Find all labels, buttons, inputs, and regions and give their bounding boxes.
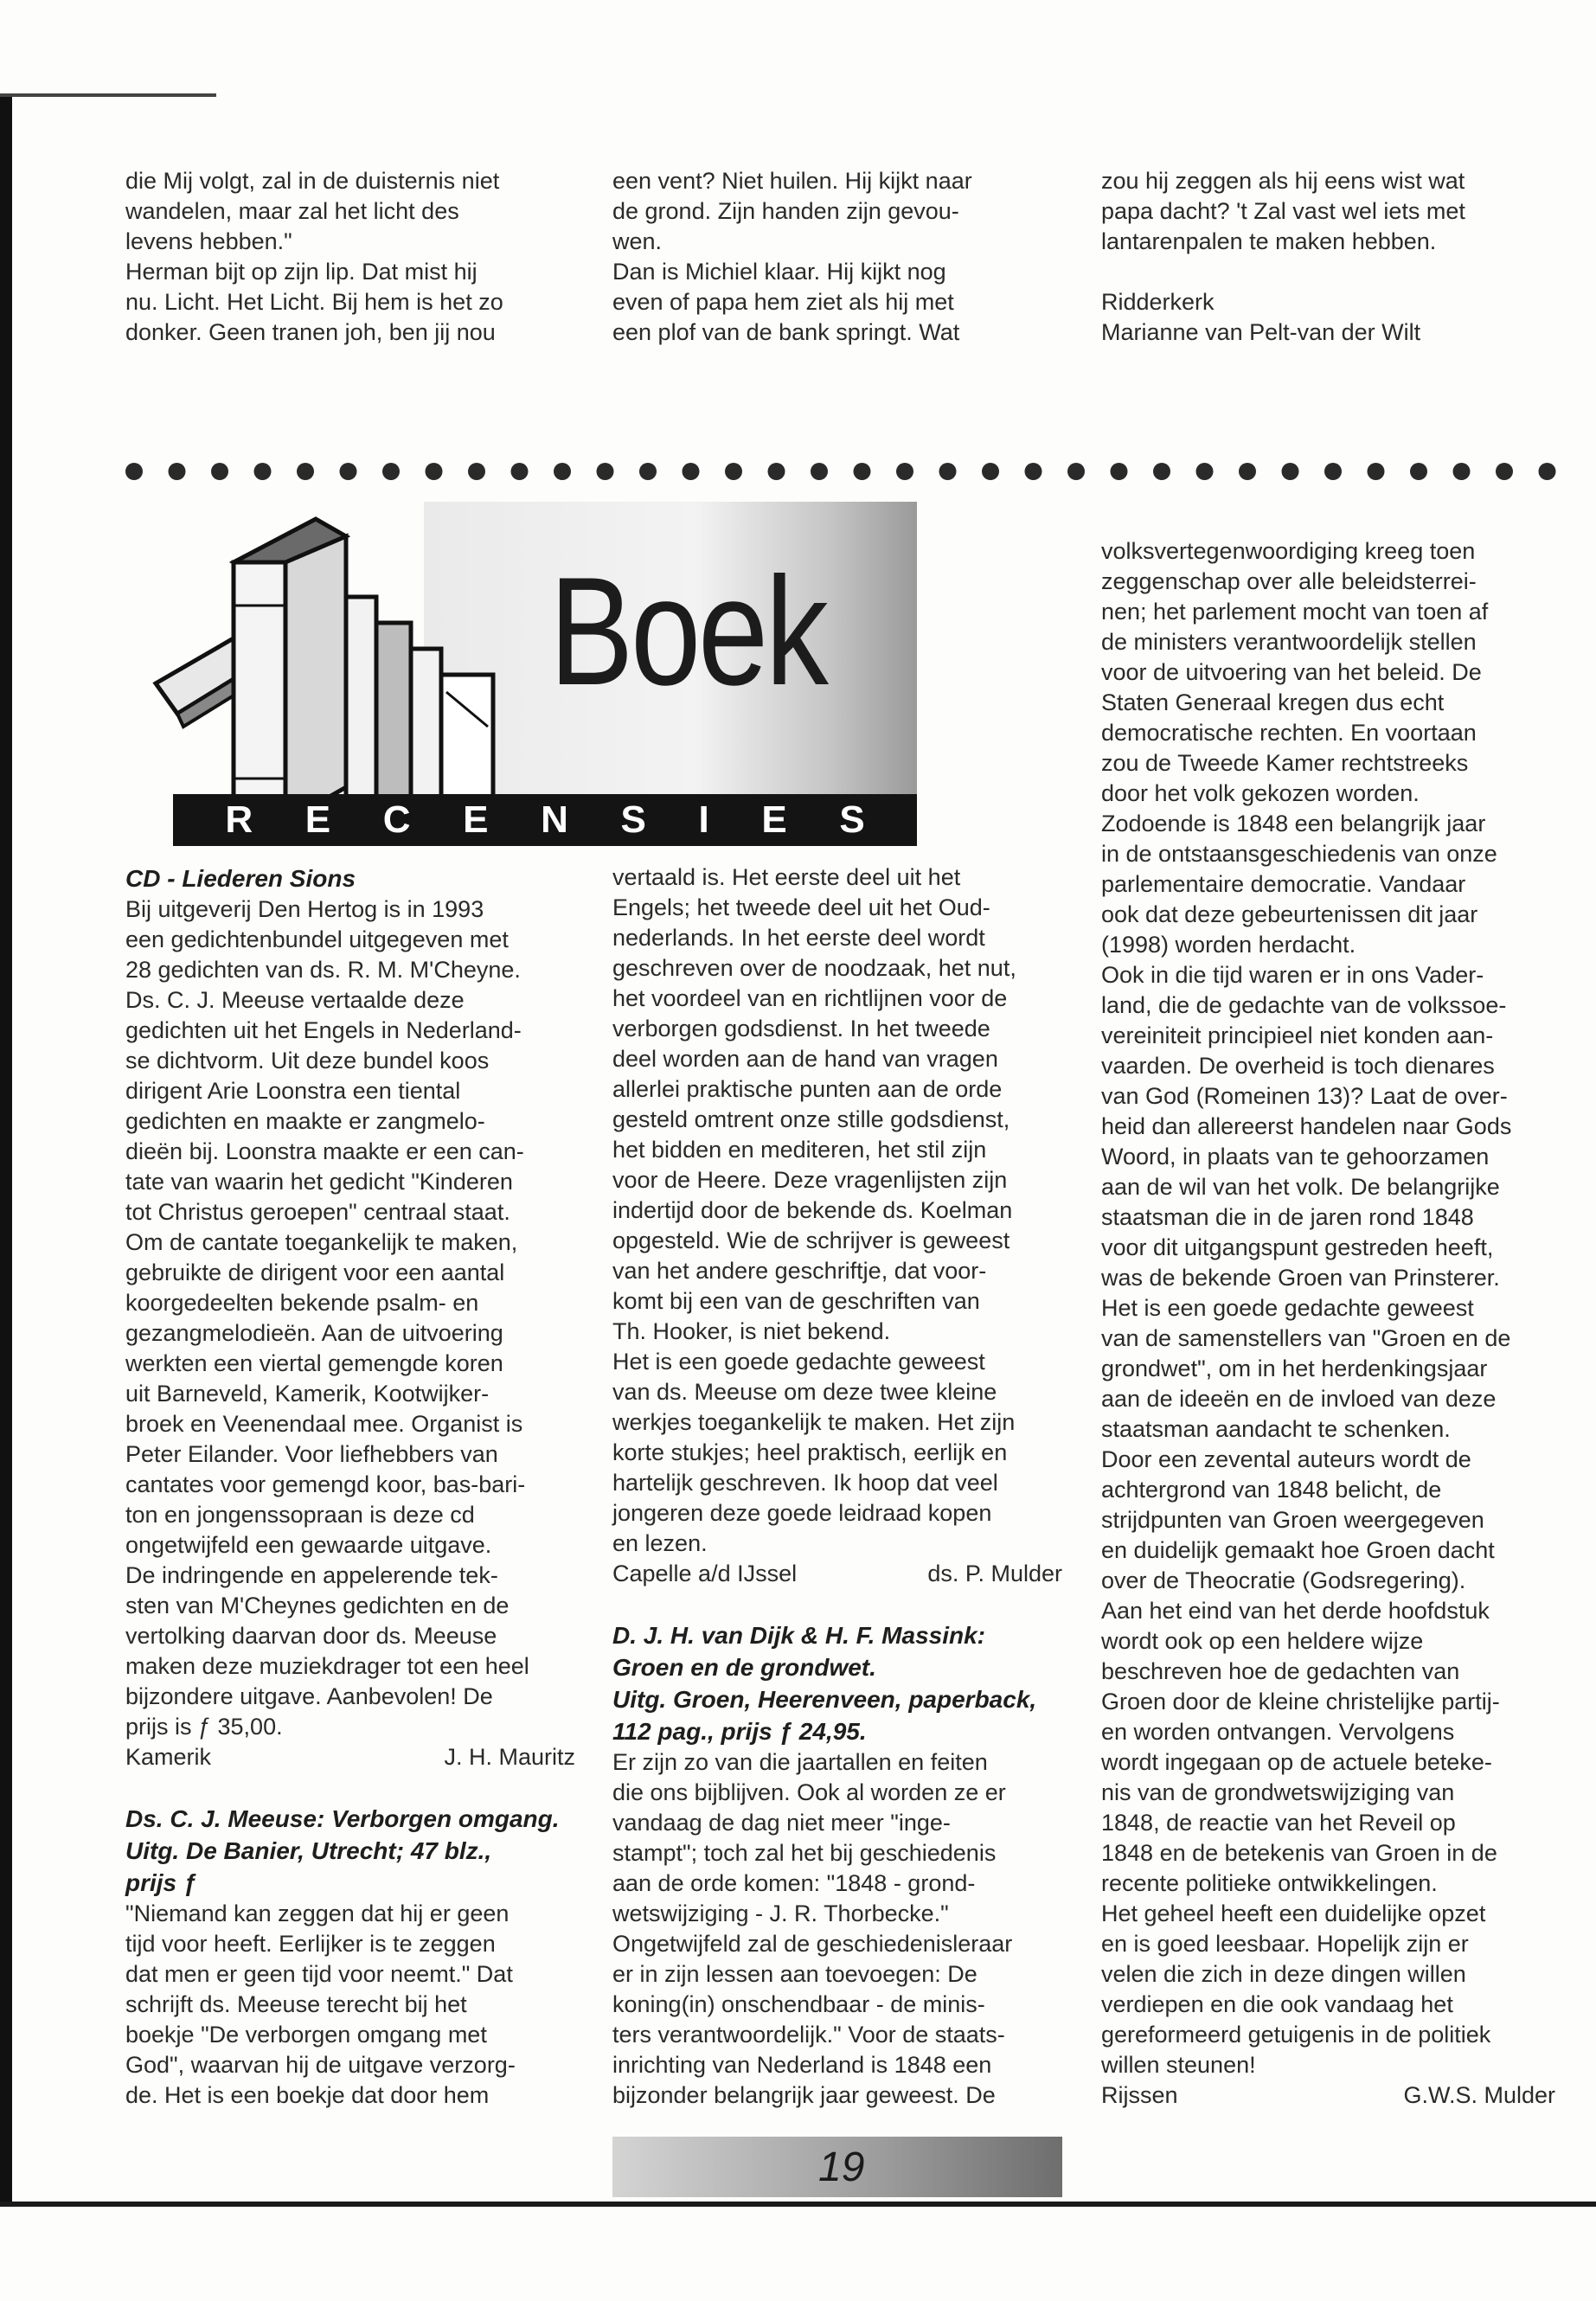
text-line: Om de cantate toegankelijk te maken, [125, 1229, 518, 1255]
separator-dot [1539, 463, 1556, 480]
text-line: aan de wil van het volk. De belangrijke [1101, 1174, 1500, 1200]
text-line: in de ontstaansgeschiedenis van onze [1101, 841, 1497, 867]
text-line: staatsman aandacht te schenken. [1101, 1416, 1451, 1442]
subtitle-letter: S [839, 798, 865, 841]
text-line: komt bij een van de geschriften van [612, 1288, 980, 1314]
review-signature [1101, 2080, 1555, 2111]
story-place: Ridderkerk [1101, 289, 1215, 315]
review-place: Rijssen [1101, 2082, 1178, 2108]
separator-dot [982, 463, 999, 480]
text-line: voor de Heere. Deze vragenlijsten zijn [612, 1167, 1008, 1193]
text-line: geschreven over de noodzaak, het nut, [612, 955, 1016, 981]
books-icon [138, 467, 571, 830]
subtitle-letter: I [698, 798, 709, 841]
text-line: de. Het is een boekje dat door hem [125, 2082, 490, 2108]
text-line: deel worden aan de hand van vragen [612, 1046, 998, 1072]
text-line: het bidden en mediteren, het stil zijn [612, 1137, 987, 1163]
review-author: ds. P. Mulder [927, 1561, 1062, 1586]
text-line: ton en jongenssopraan is deze cd [125, 1502, 475, 1528]
text-line: die Mij volgt, zal in de duisternis niet [125, 168, 500, 194]
text-line: opgesteld. Wie de schrijver is geweest [612, 1227, 1010, 1253]
top-column-3 [1101, 166, 1551, 348]
review-place: Kamerik [125, 1744, 212, 1770]
text-line: inrichting van Nederland is 1848 een [612, 2052, 992, 2078]
text-line: er in zijn lessen aan toevoegen: De [612, 1961, 977, 1987]
heading-line: Ds. C. J. Meeuse: Verborgen omgang. [125, 1805, 560, 1832]
text-line: was de bekende Groen van Prinsterer. [1101, 1265, 1500, 1291]
text-line: en is goed leesbaar. Hopelijk zijn er [1101, 1931, 1469, 1957]
text-line: wandelen, maar zal het licht des [125, 198, 459, 224]
text-line: parlementaire democratie. Vandaar [1101, 871, 1466, 897]
text-line: recente politieke ontwikkelingen. [1101, 1870, 1438, 1896]
text-line: van God (Romeinen 13)? Laat de over- [1101, 1083, 1508, 1109]
text-line: en worden ontvangen. Vervolgens [1101, 1719, 1455, 1745]
text-line: schrijft ds. Meeuse terecht bij het [125, 1991, 467, 2017]
text-line: maken deze muziekdrager tot een heel [125, 1653, 529, 1679]
page-number-bar [612, 2137, 1062, 2197]
text-line: ook dat deze gebeurtenissen dit jaar [1101, 901, 1478, 927]
text-line: lantarenpalen te maken hebben. [1101, 228, 1437, 254]
text-line: Staten Generaal kregen dus echt [1101, 689, 1445, 715]
text-line: heid dan allereerst handelen naar Gods [1101, 1113, 1512, 1139]
text-line: verdiepen en die ook vandaag het [1101, 1991, 1453, 2017]
text-line: het voordeel van en richtlijnen voor de [612, 985, 1008, 1011]
separator-dot [1324, 463, 1342, 480]
subtitle-letter: E [761, 798, 787, 841]
separator-dot [1368, 463, 1385, 480]
text-line: Dan is Michiel klaar. Hij kijkt nog [612, 259, 946, 285]
text-line: gesteld omtrent onze stille godsdienst, [612, 1106, 1010, 1132]
banner-subtitle-bar [173, 794, 917, 846]
heading-line: Groen en de grondwet. [612, 1654, 876, 1681]
text-line: over de Theocratie (Godsregering). [1101, 1567, 1466, 1593]
text-line: strijdpunten van Groen weergegeven [1101, 1507, 1484, 1533]
review-body [1101, 536, 1555, 2080]
text-line: Herman bijt op zijn lip. Dat mist hij [125, 259, 478, 285]
text-line: werkten een viertal gemengde koren [125, 1350, 503, 1376]
text-line: nu. Licht. Het Licht. Bij hem is het zo [125, 289, 503, 315]
story-author: Marianne van Pelt-van der Wilt [1101, 319, 1421, 345]
text-line: die ons bijblijven. Ook al worden ze er [612, 1779, 1006, 1805]
subtitle-letter: C [382, 798, 411, 841]
review-heading [125, 1803, 575, 1899]
text-line: gebruikte de dirigent voor een aantal [125, 1259, 505, 1285]
text-line: zou de Tweede Kamer rechtstreeks [1101, 750, 1469, 776]
text-line: stampt"; toch zal het bij geschiedenis [612, 1840, 997, 1866]
scan-top-edge [0, 93, 216, 97]
text-line: Woord, in plaats van te gehoorzamen [1101, 1144, 1490, 1170]
subtitle-letter: N [541, 798, 568, 841]
text-line: gedichten en maakte er zangmelo- [125, 1108, 485, 1134]
text-line: bijzonder belangrijk jaar geweest. De [612, 2082, 996, 2108]
text-line: cantates voor gemengd koor, bas-bari- [125, 1471, 526, 1497]
text-line: van het andere geschriftje, dat voor- [612, 1258, 987, 1284]
text-line: vandaag de dag niet meer "inge- [612, 1810, 951, 1836]
text-line: bijzondere uitgave. Aanbevolen! De [125, 1683, 493, 1709]
text-line: Er zijn zo van die jaartallen en feiten [612, 1749, 988, 1775]
separator-dot [1410, 463, 1427, 480]
text-line: Th. Hooker, is niet bekend. [612, 1318, 891, 1344]
text-line: achtergrond van 1848 belicht, de [1101, 1477, 1442, 1503]
text-line: uit Barneveld, Kamerik, Kootwijker- [125, 1381, 490, 1407]
text-line: ters verantwoordelijk." Voor de staats- [612, 2022, 1005, 2048]
subtitle-letter: E [304, 798, 331, 841]
text-line: ongetwijfeld een gewaarde uitgave. [125, 1532, 492, 1558]
text-line: democratische rechten. En voortaan [1101, 720, 1477, 746]
text-line: wordt ook op een heldere wijze [1101, 1628, 1424, 1654]
text-line: willen steunen! [1101, 2052, 1256, 2078]
text-line: dirigent Arie Loonstra een tiental [125, 1078, 461, 1104]
text-line: God", waarvan hij de uitgave verzorg- [125, 2052, 516, 2078]
text-line: Groen door de kleine christelijke partij- [1101, 1689, 1500, 1715]
text-line: de ministers verantwoordelijk stellen [1101, 629, 1477, 655]
separator-dot [1153, 463, 1170, 480]
text-line: een plof van de bank springt. Wat [612, 319, 960, 345]
separator-dot [1025, 463, 1042, 480]
text-line: nis van de grondwetswijziging van [1101, 1779, 1455, 1805]
top-column-1 [125, 166, 584, 348]
review-heading: CD - Liederen Sions [125, 865, 356, 892]
text-line: en lezen. [612, 1530, 708, 1556]
text-line: velen die zich in deze dingen willen [1101, 1961, 1466, 1987]
review-author: G.W.S. Mulder [1403, 2082, 1555, 2108]
text-line: donker. Geen tranen joh, ben jij nou [125, 319, 496, 345]
column-2 [612, 862, 1062, 2111]
text-line: Het is een goede gedachte geweest [1101, 1295, 1474, 1321]
separator-dot [1239, 463, 1256, 480]
text-line: gedichten uit het Engels in Nederland- [125, 1017, 522, 1043]
text-line: staatsman die in de jaren rond 1848 [1101, 1204, 1474, 1230]
scan-bottom-edge [0, 2202, 1596, 2207]
heading-line: 112 pag., prijs ƒ 24,95. [612, 1718, 867, 1745]
text-line: Ongetwijfeld zal de geschiedenisleraar [612, 1931, 1013, 1957]
text-line: indertijd door de bekende ds. Koelman [612, 1197, 1013, 1223]
text-line: korte stukjes; heel praktisch, eerlijk en [612, 1439, 1008, 1465]
text-line: prijs is ƒ 35,00. [125, 1714, 283, 1740]
separator-dot [1067, 463, 1085, 480]
text-line: wen. [612, 228, 663, 254]
text-line: levens hebben." [125, 228, 292, 254]
heading-line: Uitg. Groen, Heerenveen, paperback, [612, 1686, 1037, 1713]
review-signature [612, 1559, 1062, 1589]
text-line: dieën bij. Loonstra maakte er een can- [125, 1138, 524, 1164]
separator-dot [1111, 463, 1128, 480]
text-line: zeggenschap over alle beleidsterrei- [1101, 568, 1477, 594]
text-line: een vent? Niet huilen. Hij kijkt naar [612, 168, 972, 194]
text-line: aan de orde komen: "1848 - grond- [612, 1870, 976, 1896]
column-3 [1101, 536, 1555, 2111]
text-line: vaarden. De overheid is toch dienares [1101, 1053, 1495, 1079]
text-line: koorgedeelten bekende psalm- en [125, 1290, 479, 1316]
text-line: Bij uitgeverij Den Hertog is in 1993 [125, 896, 484, 922]
text-line: "Niemand kan zeggen dat hij er geen [125, 1900, 510, 1926]
text-line: werkjes toegankelijk te maken. Het zijn [612, 1409, 1016, 1435]
text-line: volksvertegenwoordiging kreeg toen [1101, 538, 1476, 564]
review-heading [612, 1619, 1062, 1747]
scan-left-edge [0, 95, 12, 2206]
separator-dot [939, 463, 957, 480]
review-signature [125, 1742, 575, 1772]
text-line: land, die de gedachte van de volkssoe- [1101, 992, 1507, 1018]
text-line: vertolking daarvan door ds. Meeuse [125, 1623, 497, 1649]
text-line: wordt ingegaan op de actuele beteke- [1101, 1749, 1492, 1775]
text-line: verborgen godsdienst. In het tweede [612, 1016, 990, 1042]
text-line: voor de uitvoering van het beleid. De [1101, 659, 1482, 685]
text-line: 1848, de reactie van het Reveil op [1101, 1810, 1456, 1836]
text-line: dat men er geen tijd voor neemt." Dat [125, 1961, 513, 1987]
text-line: De indringende en appelerende tek- [125, 1562, 498, 1588]
text-line: Door een zevental auteurs wordt de [1101, 1446, 1471, 1472]
text-line: tot Christus geroepen" centraal staat. [125, 1199, 510, 1225]
review-place: Capelle a/d IJssel [612, 1561, 798, 1586]
text-line: se dichtvorm. Uit deze bundel koos [125, 1048, 490, 1074]
heading-line: prijs ƒ [125, 1869, 197, 1896]
text-line: papa dacht? 't Zal vast wel iets met [1101, 198, 1465, 224]
text-line: 1848 en de betekenis van Groen in de [1101, 1840, 1497, 1866]
page-number: 19 [818, 2144, 865, 2190]
text-line: de grond. Zijn handen zijn gevou- [612, 198, 959, 224]
subtitle-letter: E [463, 798, 489, 841]
text-line: wetswijziging - J. R. Thorbecke." [612, 1900, 949, 1926]
text-line: van de samenstellers van "Groen en de [1101, 1325, 1511, 1351]
separator-dot [1282, 463, 1299, 480]
banner-title: Boek [549, 545, 826, 717]
text-line: sten van M'Cheynes gedichten en de [125, 1593, 510, 1618]
text-line: Engels; het tweede deel uit het Oud- [612, 894, 990, 920]
subtitle-letter: S [620, 798, 646, 841]
text-line: koning(in) onschendbaar - de minis- [612, 1991, 985, 2017]
text-line: nen; het parlement mocht van toen af [1101, 599, 1489, 625]
text-line: gereformeerd getuigenis in de politiek [1101, 2022, 1491, 2048]
text-line: tijd voor heeft. Eerlijker is te zeggen [125, 1931, 496, 1957]
text-line: Zodoende is 1848 een belangrijk jaar [1101, 811, 1486, 836]
text-line: grondwet", om in het herdenkingsjaar [1101, 1356, 1488, 1381]
text-line: Het geheel heeft een duidelijke opzet [1101, 1900, 1486, 1926]
subtitle-letter: R [225, 798, 253, 841]
text-line: beschreven hoe de gedachten van [1101, 1658, 1460, 1684]
text-line: en duidelijk gemaakt hoe Groen dacht [1101, 1537, 1495, 1563]
text-line: Peter Eilander. Voor liefhebbers van [125, 1441, 498, 1467]
separator-dot [1496, 463, 1513, 480]
review-author: J. H. Mauritz [444, 1744, 575, 1770]
text-line: Ds. C. J. Meeuse vertaalde deze [125, 987, 465, 1013]
text-line: Aan het eind van het derde hoofdstuk [1101, 1598, 1490, 1624]
text-line: broek en Veenendaal mee. Organist is [125, 1411, 523, 1437]
text-line: gezangmelodieën. Aan de uitvoering [125, 1320, 503, 1346]
review-body [125, 1899, 575, 2111]
text-line: Ook in die tijd waren er in ons Vader- [1101, 962, 1484, 988]
text-line: van ds. Meeuse om deze twee kleine [612, 1379, 997, 1405]
review-body [612, 1747, 1062, 2111]
text-line: vertaald is. Het eerste deel uit het [612, 864, 961, 890]
text-line: allerlei praktische punten aan de orde [612, 1076, 1003, 1102]
review-body [612, 862, 1062, 1559]
text-line: even of papa hem ziet als hij met [612, 289, 954, 315]
heading-line: D. J. H. van Dijk & H. F. Massink: [612, 1622, 986, 1649]
text-line: door het volk gekozen worden. [1101, 780, 1420, 806]
text-line: tate van waarin het gedicht "Kinderen [125, 1169, 513, 1195]
text-line: voor dit uitgangspunt gestreden heeft, [1101, 1234, 1494, 1260]
text-line: aan de ideeën en de invloed van deze [1101, 1386, 1497, 1412]
text-line: een gedichtenbundel uitgegeven met [125, 926, 509, 952]
text-line: boekje "De verborgen omgang met [125, 2022, 487, 2048]
heading-line: Uitg. De Banier, Utrecht; 47 blz., [125, 1837, 492, 1864]
review-body [125, 894, 575, 1742]
text-line: 28 gedichten van ds. R. M. M'Cheyne. [125, 957, 521, 983]
text-line: hartelijk geschreven. Ik hoop dat veel [612, 1470, 998, 1496]
top-column-2 [612, 166, 1062, 348]
separator-dot [1453, 463, 1471, 480]
text-line: jongeren deze goede leidraad kopen [612, 1500, 992, 1526]
separator-dot [1196, 463, 1214, 480]
text-line: zou hij zeggen als hij eens wist wat [1101, 168, 1465, 194]
text-line: vereiniteit principieel niet konden aan- [1101, 1022, 1494, 1048]
text-line: Het is een goede gedachte geweest [612, 1349, 985, 1375]
text-line: (1998) worden herdacht. [1101, 932, 1356, 958]
text-line: nederlands. In het eerste deel wordt [612, 925, 985, 951]
banner [138, 467, 917, 848]
column-1 [125, 862, 575, 2111]
